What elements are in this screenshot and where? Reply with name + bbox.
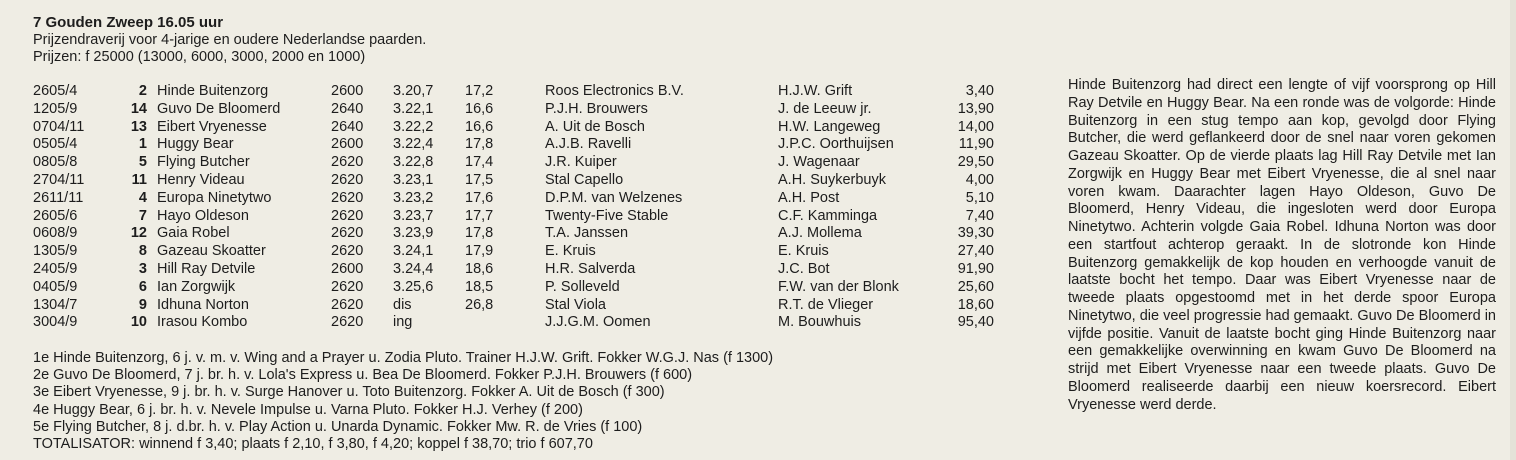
result-dist: 2620 <box>331 296 364 313</box>
placing-line: 3e Eibert Vryenesse, 9 j. br. h. v. Surge Hanover u. Toto Buitenzorg. Fokker A. Uit de Bosch (f 300) <box>33 384 665 401</box>
result-code: 1305/9 <box>33 243 78 260</box>
result-code: 2405/9 <box>33 260 78 277</box>
result-owner: A.J.B. Ravelli <box>545 136 632 153</box>
result-dist: 2620 <box>331 225 364 242</box>
result-km <box>465 314 545 332</box>
result-driver: E. Kruis <box>778 243 829 260</box>
result-odds: 91,90 <box>957 260 994 277</box>
table-row <box>33 261 994 279</box>
result-dist: 2640 <box>331 118 364 135</box>
result-no: 8 <box>138 243 147 260</box>
table-row <box>33 208 994 226</box>
result-owner: E. Kruis <box>545 243 596 260</box>
result-no: 6 <box>138 278 147 295</box>
result-code: 0608/9 <box>33 225 78 242</box>
result-driver: C.F. Kamminga <box>778 207 878 224</box>
result-horse: Europa Ninetytwo <box>157 189 272 206</box>
result-km: 17,9 <box>465 243 494 260</box>
result-driver: H.W. Langeweg <box>778 118 881 135</box>
race-title: 7 Gouden Zweep 16.05 uur <box>33 14 224 31</box>
results-table <box>33 83 994 332</box>
result-dist: 2600 <box>331 136 364 153</box>
table-row <box>33 279 994 297</box>
result-dist: 2620 <box>331 207 364 224</box>
table-row <box>33 243 994 261</box>
result-dist: 2600 <box>331 260 364 277</box>
result-code: 1205/9 <box>33 100 78 117</box>
result-horse: Idhuna Norton <box>157 296 249 313</box>
race-description: Prijzendraverij voor 4-jarige en oudere Nederlandse paarden. <box>33 32 427 48</box>
result-owner: D.P.M. van Welzenes <box>545 189 683 206</box>
result-driver: M. Bouwhuis <box>778 314 862 331</box>
table-row <box>33 314 994 332</box>
placing-line: 4e Huggy Bear, 6 j. br. h. v. Nevele Impulse u. Varna Pluto. Fokker H.J. Verhey (f 200) <box>33 401 583 418</box>
table-row <box>33 101 994 119</box>
result-km: 18,5 <box>465 278 494 295</box>
result-horse: Hayo Oldeson <box>157 207 249 224</box>
result-time: dis <box>393 296 412 313</box>
result-time: 3.24,1 <box>393 243 434 260</box>
table-row <box>33 172 994 190</box>
result-driver: J.P.C. Oorthuijsen <box>778 136 894 153</box>
result-horse: Flying Butcher <box>157 154 250 171</box>
result-owner: T.A. Janssen <box>545 225 629 242</box>
result-owner: P. Solleveld <box>545 278 620 295</box>
placing-line: 5e Flying Butcher, 8 j. d.br. h. v. Play Action u. Unarda Dynamic. Fokker Mw. R. de Vries (f 100) <box>33 418 643 435</box>
result-code: 2611/11 <box>33 189 84 206</box>
result-odds: 3,40 <box>965 83 994 99</box>
result-odds: 18,60 <box>957 296 994 313</box>
result-no: 11 <box>131 171 147 188</box>
adjacent-page-edge <box>1510 0 1516 460</box>
result-no: 4 <box>138 189 147 206</box>
result-km: 17,7 <box>465 207 494 224</box>
result-odds: 39,30 <box>957 225 994 242</box>
table-row <box>33 119 994 137</box>
result-km: 17,8 <box>465 136 494 153</box>
result-time: 3.22,2 <box>393 118 434 135</box>
result-dist: 2600 <box>331 83 364 99</box>
result-horse: Hill Ray Detvile <box>157 260 256 277</box>
table-row <box>33 297 994 315</box>
result-time: 3.25,6 <box>393 278 434 295</box>
result-no: 10 <box>130 314 147 331</box>
result-time: ing <box>393 314 413 331</box>
table-row <box>33 154 994 172</box>
result-km: 17,8 <box>465 225 494 242</box>
result-owner: J.R. Kuiper <box>545 154 617 171</box>
result-time: 3.24,4 <box>393 260 434 277</box>
result-code: 2704/11 <box>33 171 85 188</box>
result-horse: Eibert Vryenesse <box>157 118 267 135</box>
table-row <box>33 136 994 154</box>
result-time: 3.22,4 <box>393 136 434 153</box>
table-row <box>33 190 994 208</box>
result-code: 0405/9 <box>33 278 78 295</box>
result-time: 3.23,1 <box>393 171 434 188</box>
result-code: 1304/7 <box>33 296 78 313</box>
result-odds: 14,00 <box>957 118 994 135</box>
placings-list <box>33 350 773 453</box>
result-no: 12 <box>130 225 147 242</box>
result-horse: Ian Zorgwijk <box>157 278 236 295</box>
result-horse: Hinde Buitenzorg <box>157 83 269 99</box>
result-dist: 2620 <box>331 171 364 188</box>
result-owner: P.J.H. Brouwers <box>545 100 648 117</box>
result-driver: H.J.W. Grift <box>778 83 853 99</box>
result-no: 7 <box>138 207 147 224</box>
totalisator-line: TOTALISATOR: winnend f 3,40; plaats f 2,10, f 3,80, f 4,20; koppel f 38,70; trio f 607,70 <box>33 436 593 453</box>
result-time: 3.20,7 <box>393 83 434 99</box>
result-odds: 13,90 <box>957 100 994 117</box>
result-no: 2 <box>138 83 147 99</box>
placing-line: 2e Guvo De Bloomerd, 7 j. br. h. v. Lola's Express u. Bea De Bloomerd. Fokker P.J.H. Brouwers (f 600) <box>33 367 693 384</box>
result-dist: 2620 <box>331 314 364 331</box>
result-no: 9 <box>138 296 147 313</box>
result-horse: Huggy Bear <box>157 136 234 153</box>
result-owner: Stal Viola <box>545 296 606 313</box>
result-time: 3.23,7 <box>393 207 434 224</box>
result-no: 5 <box>138 154 147 171</box>
result-time: 3.23,9 <box>393 225 434 242</box>
result-odds: 29,50 <box>957 154 994 171</box>
result-odds: 27,40 <box>957 243 994 260</box>
result-horse: Henry Videau <box>157 171 245 188</box>
result-km: 18,6 <box>465 260 494 277</box>
result-driver: R.T. de Vlieger <box>778 296 874 313</box>
race-prizes: Prijzen: f 25000 (13000, 6000, 3000, 2000 en 1000) <box>33 49 366 65</box>
result-code: 2605/4 <box>33 83 78 99</box>
result-code: 2605/6 <box>33 207 78 224</box>
result-dist: 2620 <box>331 154 364 171</box>
result-driver: J. de Leeuw jr. <box>778 100 872 117</box>
result-driver: A.H. Post <box>778 189 840 206</box>
race-report: Hinde Buitenzorg had direct een lengte of vijf voorsprong op Hill Ray Detvile en Huggy Bear. Na een ronde was de volgorde: Hinde Buitenzorg in een stug tempo aan kop, gevolgd door Flying Butcher, die werd geflankeerd door de snel naar voren gekomen Gazeau Skoatter. Op de vierde plaats lag Hill Ray Detvile met Ian Zorgwijk en Huggy Bear met Eibert Vryenesse, die al snel naar voren kwam. Daarachter lagen Hayo Oldeson, Guvo De Bloomerd, Henry Videau, die ingesloten werd door Europa Ninetytwo. Achterin volgde Gaia Robel. Idhuna Norton was door een startfout achterop geraakt. In de slotronde kon Hinde Buitenzorg gemakkelijk de kop houden en verhoogde vanuit de laatste bocht het tempo. Daar was Eibert Vryenesse naar de tweede plaats opgestoomd met in het derde spoor Europa Ninetytwo, die veel progressie had gemaakt. Guvo De Bloomerd in vijfde positie. Vanuit de laatste bocht ging Hinde Buitenzorg naar een gemakkelijke overwinning en kwam Guvo De Bloomerd na strijd met Eibert Vryenesse naar een tweede plaats. Guvo De Bloomerd realiseerde daarbij een nieuw koersrecord. Eibert Vryenesse werd derde. <box>1068 77 1496 413</box>
result-odds: 95,40 <box>957 314 994 331</box>
result-odds: 7,40 <box>965 207 994 224</box>
result-no: 13 <box>130 118 147 135</box>
result-no: 14 <box>130 100 147 117</box>
result-owner: Stal Capello <box>545 171 624 188</box>
result-km: 16,6 <box>465 100 494 117</box>
result-owner: J.J.G.M. Oomen <box>545 314 651 331</box>
result-driver: A.H. Suykerbuyk <box>778 171 886 188</box>
result-time: 3.22,1 <box>393 100 434 117</box>
table-row <box>33 225 994 243</box>
result-owner: A. Uit de Bosch <box>545 118 645 135</box>
result-no: 1 <box>138 136 147 153</box>
result-odds: 5,10 <box>965 189 994 206</box>
result-odds: 25,60 <box>957 278 994 295</box>
result-km: 26,8 <box>465 296 494 313</box>
result-no: 3 <box>138 260 147 277</box>
result-km: 17,2 <box>465 83 494 99</box>
result-km: 17,4 <box>465 154 494 171</box>
result-dist: 2620 <box>331 243 364 260</box>
result-horse: Guvo De Bloomerd <box>157 100 281 117</box>
table-row <box>33 83 994 101</box>
result-code: 3004/9 <box>33 314 78 331</box>
result-km: 17,5 <box>465 171 494 188</box>
result-owner: H.R. Salverda <box>545 260 636 277</box>
result-km: 17,6 <box>465 189 494 206</box>
result-km: 16,6 <box>465 118 494 135</box>
result-code: 0704/11 <box>33 118 85 135</box>
result-horse: Gazeau Skoatter <box>157 243 266 260</box>
result-driver: A.J. Mollema <box>778 225 862 242</box>
result-driver: J. Wagenaar <box>778 154 860 171</box>
result-driver: J.C. Bot <box>778 260 830 277</box>
result-dist: 2620 <box>331 278 364 295</box>
placing-line: 1e Hinde Buitenzorg, 6 j. v. m. v. Wing and a Prayer u. Zodia Pluto. Trainer H.J.W. Grift. Fokker W.G.J. Nas (f 1300) <box>33 350 774 366</box>
result-odds: 11,90 <box>958 136 994 153</box>
result-driver: F.W. van der Blonk <box>778 278 899 295</box>
result-dist: 2640 <box>331 100 364 117</box>
result-code: 0805/8 <box>33 154 78 171</box>
result-code: 0505/4 <box>33 136 78 153</box>
result-owner: Twenty-Five Stable <box>545 207 669 224</box>
race-header <box>33 14 426 66</box>
result-time: 3.22,8 <box>393 154 434 171</box>
result-odds: 4,00 <box>965 171 994 188</box>
result-time: 3.23,2 <box>393 189 434 206</box>
result-horse: Gaia Robel <box>157 225 230 242</box>
result-dist: 2620 <box>331 189 364 206</box>
result-owner: Roos Electronics B.V. <box>545 83 684 99</box>
result-horse: Irasou Kombo <box>157 314 248 331</box>
